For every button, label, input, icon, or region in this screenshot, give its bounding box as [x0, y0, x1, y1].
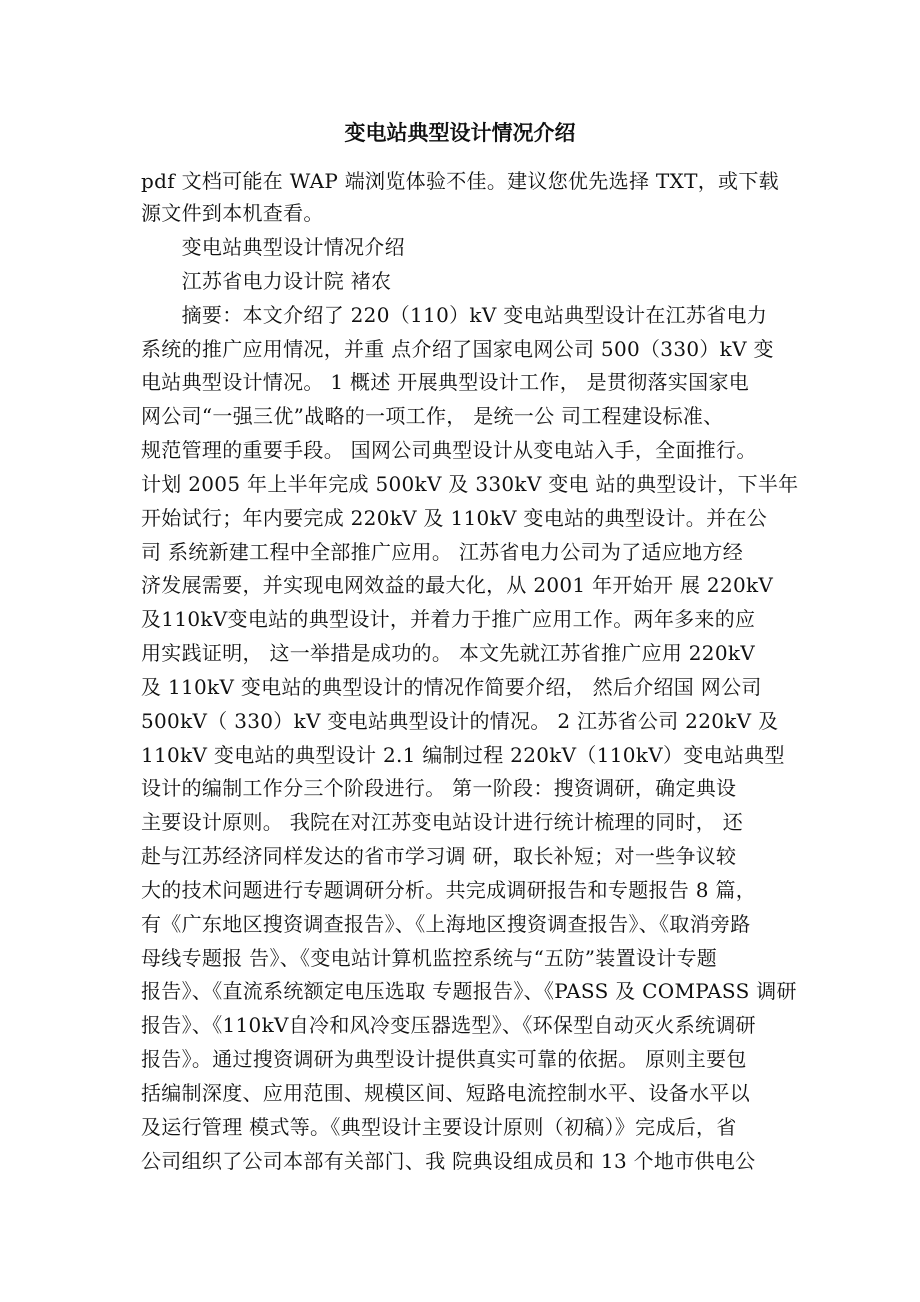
text-line: 有《广东地区搜资调查报告》、《上海地区搜资调查报告》、《取消旁路 — [141, 912, 751, 936]
text-line: 司 系统新建工程中全部推广应用。 江苏省电力公司为了适应地方经 — [141, 540, 744, 564]
text-line: 设计的编制工作分三个阶段进行。 第一阶段：搜资调研，确定典设 — [141, 776, 737, 800]
text-line: 开始试行；年内要完成 220kV 及 110kV 变电站的典型设计。并在公 — [141, 506, 768, 530]
text-line: 摘要：本文介绍了 220（110）kV 变电站典型设计在江苏省电力 — [141, 303, 768, 327]
text-line: 500kV（ 330）kV 变电站典型设计的情况。 2 江苏省公司 220kV 及 — [141, 709, 779, 733]
text-line: 及110kV变电站的典型设计，并着力于推广应用工作。两年多来的应 — [141, 607, 756, 631]
text-line: 赴与江苏经济同样发达的省市学习调 研，取长补短；对一些争议较 — [141, 844, 737, 868]
text-line: 系统的推广应用情况，并重 点介绍了国家电网公司 500（330）kV 变 — [141, 337, 774, 361]
text-line: 电站典型设计情况。 1 概述 开展典型设计工作， 是贯彻落实国家电 — [141, 370, 750, 394]
text-line: 公司组织了公司本部有关部门、我 院典设组成员和 13 个地市供电公 — [141, 1149, 756, 1173]
text-line: pdf 文档可能在 WAP 端浏览体验不佳。建议您优先选择 TXT，或下载 — [141, 169, 779, 193]
text-line: 济发展需要，并实现电网效益的最大化，从 2001 年开始开 展 220kV — [141, 573, 774, 597]
text-line: 计划 2005 年上半年完成 500kV 及 330kV 变电 站的典型设计，下半年 — [141, 472, 799, 496]
text-line: 源文件到本机查看。 — [141, 201, 324, 225]
text-line: 用实践证明， 这一举措是成功的。 本文先就江苏省推广应用 220kV — [141, 641, 756, 665]
text-line: 母线专题报 告》、《变电站计算机监控系统与“五防”装置设计专题 — [141, 946, 718, 970]
text-line: 及 110kV 变电站的典型设计的情况作简要介绍， 然后介绍国 网公司 — [141, 675, 762, 699]
text-line: 括编制深度、应用范围、规模区间、短路电流控制水平、设备水平以 — [141, 1081, 750, 1105]
text-line: 报告》、《110kV自冷和风冷变压器选型》、《环保型自动灭火系统调研 — [141, 1013, 756, 1037]
text-line: 报告》。通过搜资调研为典型设计提供真实可靠的依据。 原则主要包 — [141, 1047, 747, 1071]
text-line: 江苏省电力设计院 褚农 — [141, 269, 392, 293]
text-line: 变电站典型设计情况介绍 — [141, 235, 405, 259]
text-line: 规范管理的重要手段。 国网公司典型设计从变电站入手，全面推行。 — [141, 438, 757, 462]
text-line: 及运行管理 模式等。《典型设计主要设计原则（初稿）》完成后，省 — [141, 1115, 737, 1139]
text-line: 大的技术问题进行专题调研分析。共完成调研报告和专题报告 8 篇， — [141, 878, 757, 902]
document-title: 变电站典型设计情况介绍 — [344, 120, 576, 145]
text-line: 110kV 变电站的典型设计 2.1 编制过程 220kV（110kV）变电站典型 — [141, 743, 785, 767]
text-line: 报告》、《直流系统额定电压选取 专题报告》、《PASS 及 COMPASS 调研 — [141, 979, 797, 1003]
text-line: 网公司“一强三优”战略的一项工作， 是统一公 司工程建设标准、 — [141, 404, 724, 428]
text-line: 主要设计原则。 我院在对江苏变电站设计进行统计梳理的同时， 还 — [141, 810, 744, 834]
